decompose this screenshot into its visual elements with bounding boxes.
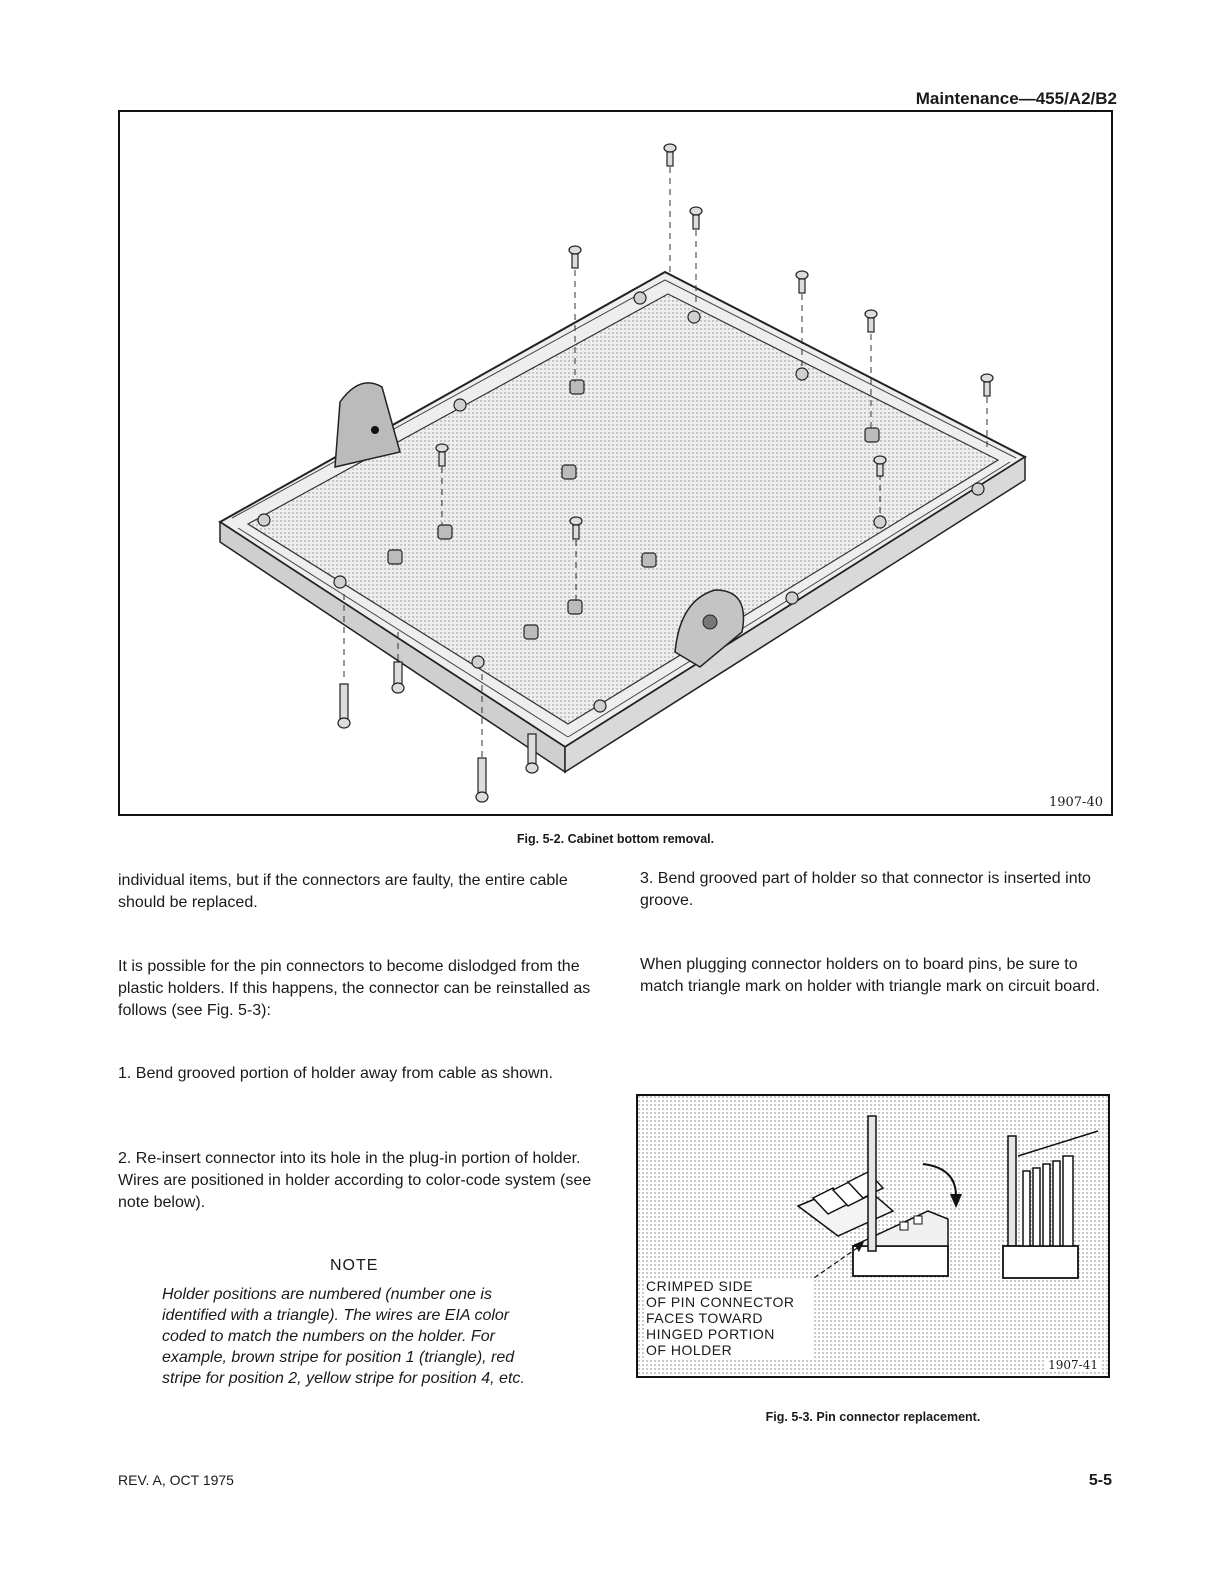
step-1: 1. Bend grooved portion of holder away from cable as shown. [118, 1065, 553, 1082]
note-body: Holder positions are numbered (number one is identified with a triangle). The wires are EIA color coded to match the numbers on the holder. For example, brown stripe for position 1 (triangle), red stripe for position 2, yellow stripe for position 4, etc. [162, 1286, 525, 1387]
figure-code: 1907-40 [1048, 795, 1103, 810]
callout-line-4: HINGED PORTION [646, 1326, 775, 1342]
callout-line-3: FACES TOWARD [646, 1310, 763, 1326]
running-header: Maintenance—455/A2/B2 [915, 89, 1117, 108]
figure-caption: Fig. 5-2. Cabinet bottom removal. [516, 832, 715, 846]
callout-line-5: OF HOLDER [646, 1342, 733, 1358]
figure-cabinet-bottom-removal [118, 110, 1113, 816]
revision-footer: REV. A, OCT 1975 [118, 1472, 234, 1488]
callout-line-1: CRIMPED SIDE [646, 1278, 754, 1294]
figure-pin-connector-replacement [636, 1094, 1110, 1378]
callout-line-2: OF PIN CONNECTOR [646, 1294, 795, 1310]
step-2: 2. Re-insert connector into its hole in the plug-in portion of holder. Wires are positioned in holder according to color-code system (see note below). [118, 1150, 592, 1211]
page-number: 5-5 [1088, 1472, 1112, 1489]
note-heading: NOTE [330, 1257, 379, 1274]
paragraph-dislodged-connectors: It is possible for the pin connectors to become dislodged from the plastic holders. If this happens, the connector can be reinstalled as follows (see Fig. 5-3): [118, 958, 591, 1019]
figure-callout-label [646, 1278, 814, 1358]
step-3: 3. Bend grooved part of holder so that connector is inserted into groove. [640, 870, 1091, 909]
paragraph-cable-replacement: individual items, but if the connectors are faulty, the entire cable should be replaced. [118, 872, 568, 911]
paragraph-plugging-holders: When plugging connector holders on to board pins, be sure to match triangle mark on holder with triangle mark on circuit board. [640, 956, 1100, 995]
cabinet-bottom-illustration [120, 112, 1111, 814]
figure-caption: Fig. 5-3. Pin connector replacement. [765, 1410, 981, 1424]
figure-code: 1907-41 [1048, 1358, 1098, 1372]
